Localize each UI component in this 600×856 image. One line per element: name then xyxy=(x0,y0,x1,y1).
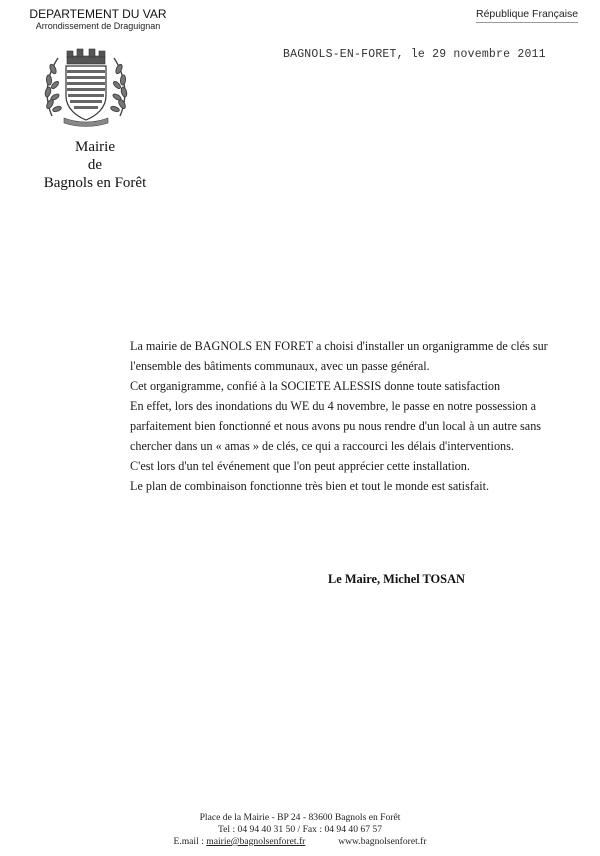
body-paragraph: En effet, lors des inondations du WE du 4 novembre, le passe en notre possession a parfaitement bien fonctionné et nous avons pu nous rendre d'un local à un autre sans chercher dans un « amas » de clés, ce qui a raccourci les délais d'interventions. xyxy=(130,399,542,453)
body-paragraph: C'est lors d'un tel événement que l'on peut apprécier cette installation. xyxy=(130,459,470,473)
republic-label: République Française xyxy=(476,8,578,23)
footer xyxy=(170,812,430,848)
mairie-heading xyxy=(30,138,160,192)
department-name: DEPARTEMENT DU VAR xyxy=(29,7,167,21)
letter-body xyxy=(130,336,550,496)
department-header xyxy=(28,8,168,32)
arrondissement-name: Arrondissement de Draguignan xyxy=(35,21,161,31)
footer-phone-fax: Tel : 04 94 40 31 50 / Fax : 04 94 40 67 57 xyxy=(217,824,383,835)
mairie-line: de xyxy=(87,157,103,173)
body-paragraph: La mairie de BAGNOLS EN FORET a choisi d'installer un organigramme de clés sur l'ensemble des bâtiments communaux, avec un passe général. xyxy=(130,339,548,373)
signature-line: Le Maire, Michel TOSAN xyxy=(328,572,465,586)
body-paragraph: Cet organigramme, confié à la SOCIETE ALESSIS donne toute satisfaction xyxy=(130,379,501,393)
place-date-line: BAGNOLS-EN-FORET, le 29 novembre 2011 xyxy=(283,48,546,61)
footer-address: Place de la Mairie - BP 24 - 83600 Bagnols en Forêt xyxy=(199,812,401,823)
mairie-town-name: Bagnols en Forêt xyxy=(43,175,147,191)
town-coat-of-arms-icon xyxy=(40,46,132,128)
website-link[interactable]: www.bagnolsenforet.fr xyxy=(338,836,427,847)
mairie-line: Mairie xyxy=(75,139,115,155)
email-link[interactable]: mairie@bagnolsenforet.fr xyxy=(206,836,306,847)
footer-contact xyxy=(170,836,430,848)
email-label: E.mail : xyxy=(173,836,204,847)
body-paragraph: Le plan de combinaison fonctionne très bien et tout le monde est satisfait. xyxy=(130,479,490,493)
